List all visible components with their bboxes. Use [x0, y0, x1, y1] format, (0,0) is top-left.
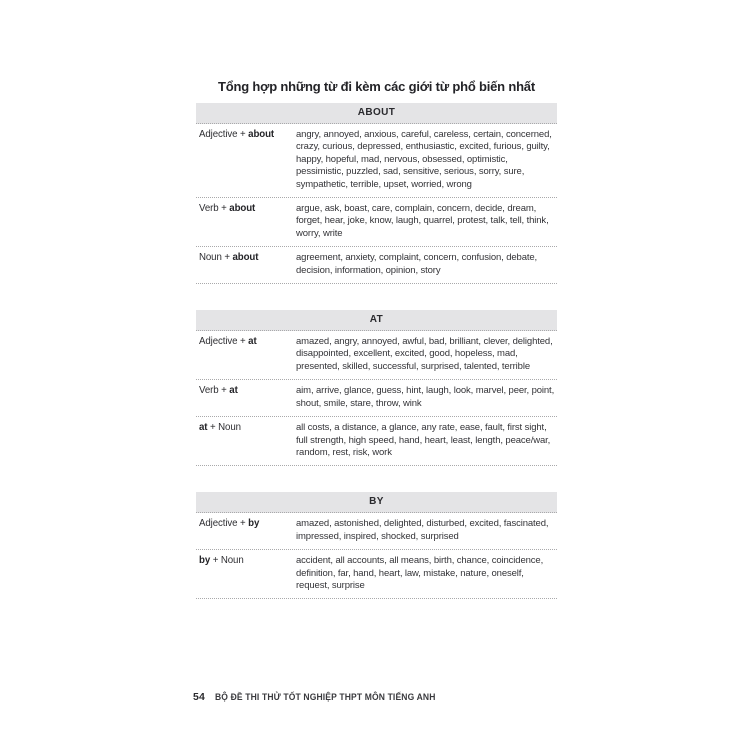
label-pre: Adjective + [199, 129, 249, 140]
row-label [196, 518, 296, 530]
page-number: 54 [193, 691, 206, 703]
section-header-about: ABOUT [196, 103, 557, 124]
table-row [196, 198, 557, 247]
row-label [196, 203, 296, 215]
row-label [196, 252, 296, 264]
label-pre: Noun + [199, 252, 233, 264]
label-preposition: by [199, 555, 211, 567]
row-words: all costs, a distance, a glance, any rate, ease, fault, first sight, full strength, high speed, hand, heart, least, length, peace/war, random, rest, risk, work [296, 422, 551, 458]
row-label [196, 129, 296, 141]
row-words: aim, arrive, glance, guess, hint, laugh, look, marvel, peer, point, shout, smile, stare, throw, wink [296, 385, 555, 409]
row-words: amazed, angry, annoyed, awful, bad, brilliant, clever, delighted, disappointed, excellent, excited, good, hopeless, mad, presented, skilled, successful, surprised, talented, terrible [296, 336, 553, 372]
label-post: + Noun [210, 555, 244, 567]
row-label [196, 336, 296, 348]
label-pre: Adjective + [199, 518, 249, 530]
table-row [196, 550, 557, 599]
section-about [196, 103, 557, 284]
row-label [196, 422, 296, 434]
section-header-at: AT [196, 310, 557, 331]
row-label [196, 385, 296, 397]
table-row [196, 247, 557, 284]
section-by [196, 492, 557, 599]
label-pre: Verb + [199, 385, 230, 397]
label-post: + Noun [207, 422, 241, 434]
row-words: argue, ask, boast, care, complain, concern, decide, dream, forget, hear, joke, know, laugh, quarrel, protest, talk, tell, think, worry, write [296, 203, 549, 239]
row-label [196, 555, 296, 567]
label-preposition: at [199, 422, 208, 434]
row-words: agreement, anxiety, complaint, concern, confusion, debate, decision, information, opinion, story [296, 252, 538, 276]
label-preposition: at [248, 336, 257, 348]
table-row [196, 380, 557, 417]
page-footer [193, 691, 442, 703]
page-title: Tổng hợp những từ đi kèm các giới từ phổ biến nhất [218, 79, 535, 94]
table-row [196, 124, 557, 198]
table-row [196, 513, 557, 550]
page-content [196, 79, 557, 625]
label-preposition: about [248, 129, 275, 140]
section-at [196, 310, 557, 466]
row-words: amazed, astonished, delighted, disturbed, excited, fascinated, impressed, inspired, shocked, surprised [296, 518, 549, 542]
row-words: angry, annoyed, anxious, careful, careless, certain, concerned, crazy, curious, depressed, enthusiastic, excited, furious, guilty, happy, hopeful, mad, nervous, obsessed, optimistic, pessimistic, puzzled, sad, sensitive, serious, sorry, sure, sympathetic, terrible, upset, worried, wrong [296, 129, 552, 190]
table-row [196, 331, 557, 380]
label-preposition: by [248, 518, 260, 530]
table-row [196, 417, 557, 466]
label-pre: Verb + [199, 203, 230, 215]
label-preposition: at [229, 385, 238, 397]
section-header-by: BY [196, 492, 557, 513]
label-preposition: about [232, 252, 259, 264]
row-words: accident, all accounts, all means, birth, chance, coincidence, definition, far, hand, heart, law, mistake, nature, oneself, request, surprise [296, 555, 544, 591]
book-title: BỘ ĐỀ THI THỬ TỐT NGHIỆP THPT MÔN TIẾNG ANH [215, 692, 436, 702]
label-pre: Adjective + [199, 336, 249, 348]
label-preposition: about [229, 203, 256, 215]
